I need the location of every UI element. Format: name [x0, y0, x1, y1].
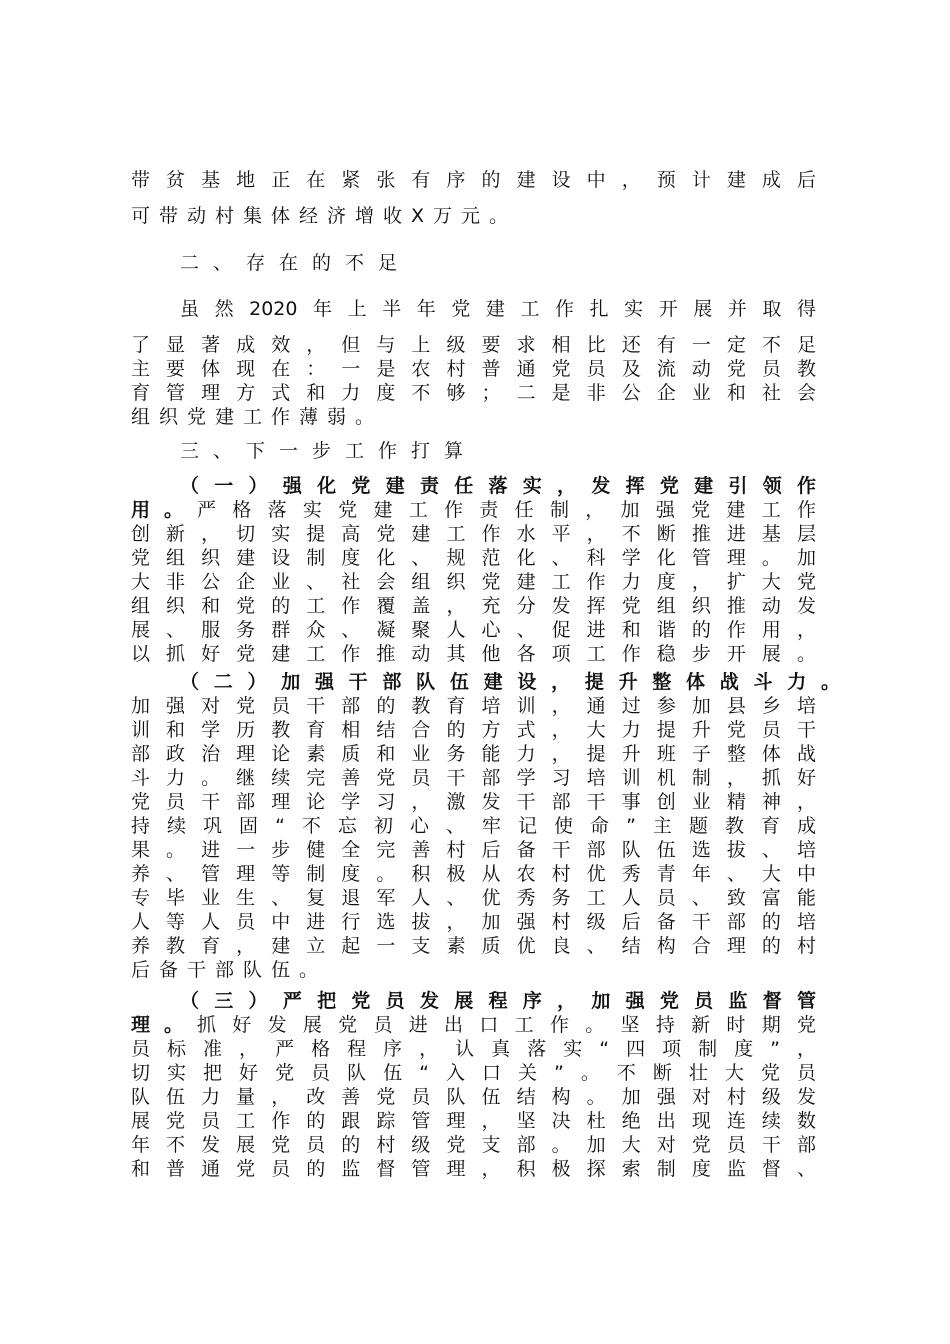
text-line: 虽然2020年上半年党建工作扎实开展并取得 — [180, 298, 816, 320]
text-line: 斗力。继续完善党员干部学习培训机制，抓好 — [131, 767, 816, 789]
text-line: 员标准，严格程序，认真落实“四项制度”， — [131, 1038, 816, 1060]
text-line: 育管理方式和力度不够；二是非公企业和社会 — [131, 382, 816, 404]
subsection-title: （一）强化党建责任落实，发挥党建引领作 — [180, 475, 816, 497]
subsection-title: （二）加强干部队伍建设，提升整体战斗力。 — [180, 671, 840, 693]
text-segment: 严格落实党建工作责任制，加强党建工作 — [197, 499, 816, 521]
text-line: 后备干部队伍。 — [131, 959, 328, 981]
text-line: 人等人员中进行选拔，加强村级后备干部的培 — [131, 911, 816, 933]
text-line: 切实把好党员队伍“入口关”。不断壮大党员 — [131, 1062, 816, 1084]
text-line: 养、管理等制度。积极从农村优秀青年、大中 — [131, 863, 816, 885]
subsection-title-end: 用。 — [131, 499, 198, 521]
text-line: 创新，切实提高党建工作水平，不断推进基层 — [131, 523, 816, 545]
text-line: 可带动村集体经济增收X万元。 — [131, 205, 518, 227]
text-line: 养教育，建立起一支素质优良、结构合理的村 — [131, 935, 816, 957]
text-line: 加强对党员干部的教育培训，通过参加县乡培 — [131, 695, 816, 717]
text-line: 持续巩固“不忘初心、牢记使命”主题教育成 — [131, 815, 816, 837]
text-line: 展、服务群众、凝聚人心、促进和谐的作用， — [131, 619, 816, 641]
text-segment: 抓好发展党员进出口工作。坚持新时期党 — [197, 1014, 816, 1036]
text-line: 队伍力量，改善党员队伍结构。加强对村级发 — [131, 1086, 816, 1108]
text-line: 组织党建工作薄弱。 — [131, 406, 384, 428]
text-line: 以抓好党建工作推动其他各项工作稳步开展。 — [131, 643, 816, 665]
text-line — [131, 498, 816, 522]
text-line: 了显著成效，但与上级要求相比还有一定不足 — [131, 334, 816, 356]
subsection-title: （三）严把党员发展程序，加强党员监督管 — [180, 990, 816, 1012]
text-line — [131, 1013, 816, 1037]
text-line: 党员干部理论学习，激发干部干事创业精神， — [131, 791, 816, 813]
text-line: 大非公企业、社会组织党建工作力度，扩大党 — [131, 571, 816, 593]
section-heading: 二、存在的不足 — [180, 252, 412, 274]
text-line: 果。进一步健全完善村后备干部队伍选拔、培 — [131, 839, 816, 861]
text-line: 部政治理论素质和业务能力，提升班子整体战 — [131, 743, 816, 765]
text-line: 展党员工作的跟踪管理，坚决杜绝出现连续数 — [131, 1110, 816, 1132]
text-line: 和普通党员的监督管理，积极探索制度监督、 — [131, 1158, 816, 1180]
text-line: 年不发展党员的村级党支部。加大对党员干部 — [131, 1134, 816, 1156]
text-line: 带贫基地正在紧张有序的建设中，预计建成后 — [131, 169, 816, 191]
section-heading: 三、下一步工作打算 — [180, 440, 478, 462]
text-line: 主要体现在：一是农村普通党员及流动党员教 — [131, 358, 816, 380]
text-line: 党组织建设制度化、规范化、科学化管理。加 — [131, 547, 816, 569]
text-line: 训和学历教育相结合的方式，大力提升党员干 — [131, 719, 816, 741]
text-line: 专毕业生、复退军人、优秀务工人员、致富能 — [131, 887, 816, 909]
subsection-title-end: 理。 — [131, 1014, 198, 1036]
text-line: 组织和党的工作覆盖，充分发挥党组织推动发 — [131, 595, 816, 617]
